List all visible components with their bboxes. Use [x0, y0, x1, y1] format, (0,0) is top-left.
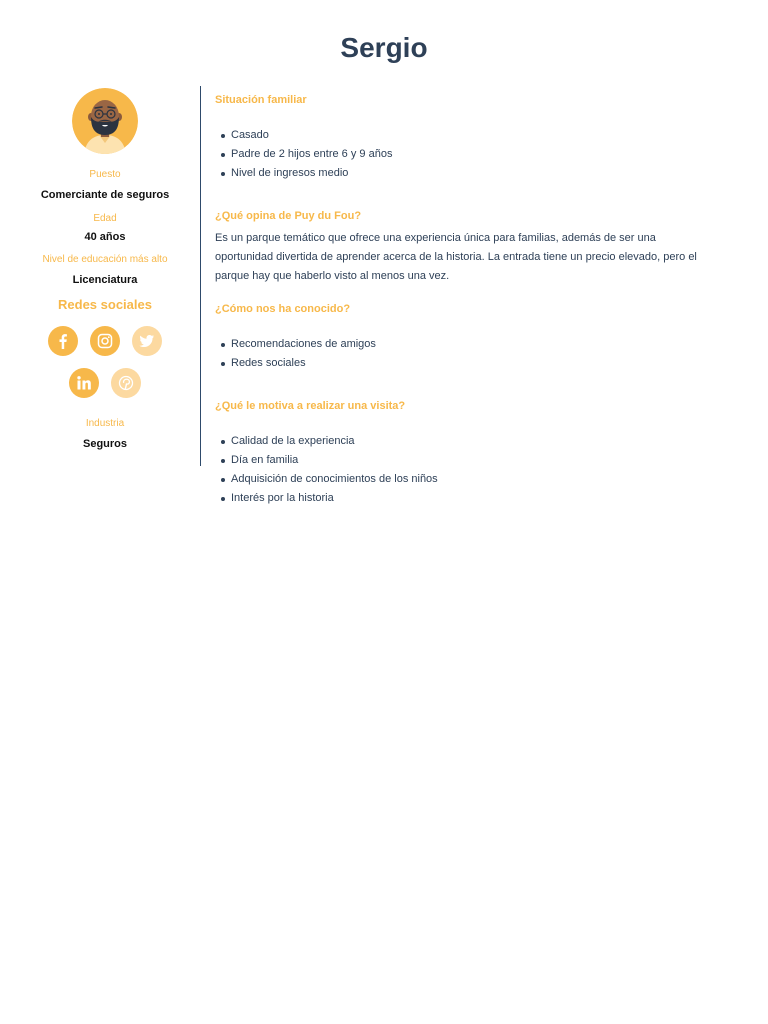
list-item: Padre de 2 hijos entre 6 y 9 años: [215, 145, 705, 164]
section-heading: ¿Qué le motiva a realizar una visita?: [215, 400, 406, 412]
field-age: [10, 213, 200, 244]
list-item: Día en familia: [215, 451, 705, 470]
section-heading: ¿Qué opina de Puy du Fou?: [215, 210, 362, 222]
social-row: [10, 326, 200, 356]
opinion-text: Es un parque temático que ofrece una experiencia única para familias, además de ser una oportunidad divertida de aprender acerca de la historia. La entrada tiene un precio elevado, pero el parque hay que haberlo visto al menos una vez.: [215, 232, 697, 282]
field-value: Comerciante de seguros: [40, 189, 170, 201]
linkedin-button[interactable]: [69, 368, 99, 398]
field-label: Nivel de educación más alto: [42, 254, 168, 265]
field-education: [10, 254, 200, 287]
list-item: Interés por la historia: [215, 489, 705, 508]
linkedin-icon: [76, 375, 92, 391]
field-value: Seguros: [82, 438, 127, 450]
section-family: [215, 92, 705, 183]
persona-details: [215, 92, 705, 508]
field-label: Edad: [93, 213, 117, 224]
twitter-button[interactable]: [132, 326, 162, 356]
list-item: Redes sociales: [215, 354, 705, 373]
family-list: [215, 126, 705, 183]
pinterest-button[interactable]: [111, 368, 141, 398]
section-opinion: [215, 208, 705, 286]
list-item: Recomendaciones de amigos: [215, 335, 705, 354]
field-label: Puesto: [89, 169, 121, 180]
field-position: [10, 169, 200, 202]
list-item: Casado: [215, 126, 705, 145]
field-label: Industria: [85, 418, 125, 429]
section-heading: Situación familiar: [215, 94, 307, 106]
field-value: 40 años: [84, 231, 126, 243]
discovery-list: [215, 335, 705, 373]
motivation-list: [215, 432, 705, 508]
pinterest-icon: [118, 375, 134, 391]
section-heading: ¿Cómo nos ha conocido?: [215, 303, 351, 315]
list-item: Adquisición de conocimientos de los niños: [215, 470, 705, 489]
section-discovery: [215, 301, 705, 373]
field-value: Licenciatura: [72, 274, 138, 286]
social-row: [10, 368, 200, 398]
list-item: Nivel de ingresos medio: [215, 164, 705, 183]
section-motivation: [215, 398, 705, 508]
facebook-button[interactable]: [48, 326, 78, 356]
list-item: Calidad de la experiencia: [215, 432, 705, 451]
field-industry: [10, 418, 200, 451]
man-avatar-icon: [72, 88, 138, 154]
instagram-button[interactable]: [90, 326, 120, 356]
profile-sidebar: [10, 86, 201, 466]
social-title: Redes sociales: [58, 297, 152, 312]
twitter-icon: [139, 333, 155, 349]
facebook-icon: [55, 333, 71, 349]
page-title: Sergio: [340, 32, 428, 63]
instagram-icon: [97, 333, 113, 349]
avatar: [72, 88, 138, 154]
